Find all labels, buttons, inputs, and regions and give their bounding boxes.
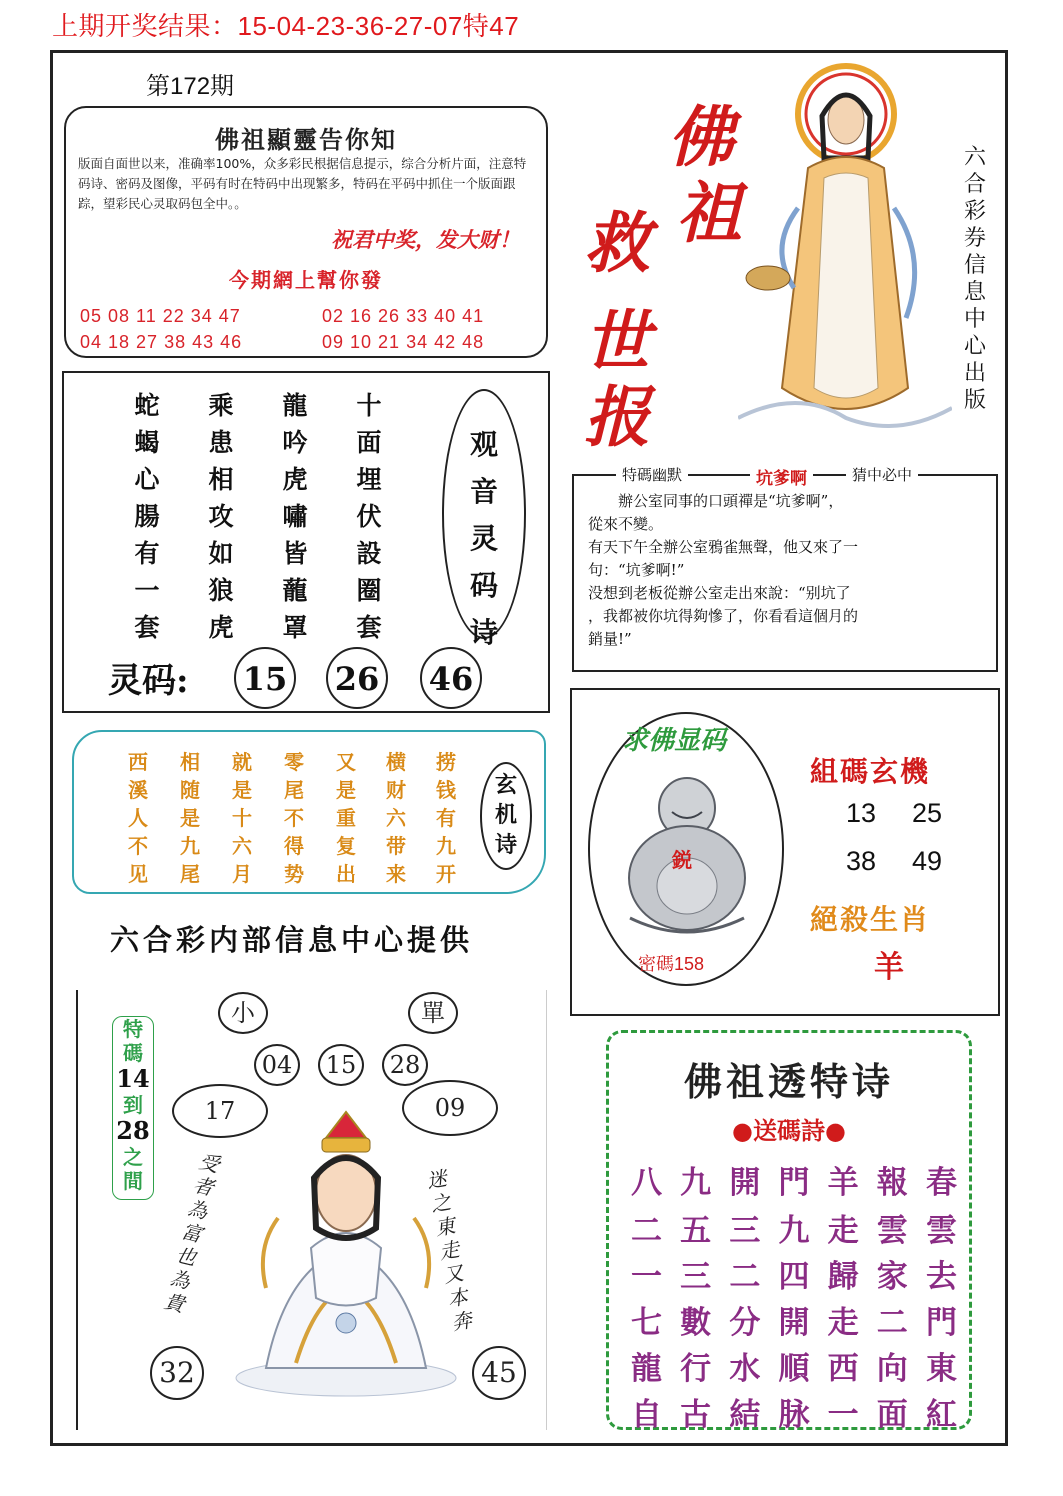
- tete-char: 雲: [925, 1213, 957, 1249]
- poem-char: 伏: [356, 502, 382, 531]
- poem-char: 面: [356, 428, 382, 457]
- number-row: 02 16 26 33 40 41: [322, 306, 485, 326]
- tete-char: 順: [778, 1351, 810, 1387]
- poem-char: 一: [134, 576, 160, 605]
- publisher-char: 信: [963, 253, 986, 278]
- notice-body: 版面自面世以来，准确率100%，众多彩民根据信息提示，综合分析片面，注意特码诗、密码及图像，平码有时在特码中出现繁多，特码在平码中抓住一个版面跟踪，望彩民心灵取码包全中。。: [78, 156, 527, 211]
- joke-line: ，我都被你坑得夠慘了，你看看這個月的: [588, 607, 859, 625]
- zuma-number: 49: [912, 846, 943, 876]
- tete-row: [631, 1251, 957, 1296]
- number-bubble: 09: [402, 1080, 498, 1136]
- joke-title: 坑爹啊: [750, 464, 813, 489]
- guanyin-title-oval: [442, 389, 526, 649]
- joke-line: 有天下午全辦公室鴉雀無聲，他又來了一: [588, 538, 859, 556]
- tete-char: 三: [729, 1213, 761, 1249]
- tete-char: 古: [680, 1397, 712, 1433]
- special-range: [112, 1016, 154, 1200]
- xuanji-column: [274, 748, 314, 888]
- tete-char: 紅: [925, 1397, 957, 1433]
- guanyin-poem-box: [62, 371, 550, 713]
- poem-column: [344, 387, 394, 646]
- title-char: 音: [469, 475, 498, 508]
- xuanji-char: 横: [386, 750, 406, 774]
- tete-char: 向: [876, 1351, 908, 1387]
- poem-char: 嘯: [282, 502, 308, 531]
- joke-label: 特碼幽默: [616, 464, 688, 485]
- xuanji-char: 来: [386, 862, 406, 886]
- poem-char: 患: [208, 428, 234, 457]
- xuanji-char: 零: [284, 750, 304, 774]
- xuanji-char: 捞: [436, 750, 456, 774]
- tete-char: 開: [778, 1305, 810, 1341]
- jueshao-title: 絕殺生肖: [810, 903, 931, 936]
- tete-char: 走: [827, 1305, 859, 1341]
- xuanji-char: 又: [336, 750, 356, 774]
- tete-char: 二: [729, 1259, 761, 1295]
- tete-char: 分: [729, 1305, 761, 1341]
- poem-char: 攻: [208, 502, 234, 531]
- poem-char: 乘: [208, 391, 234, 420]
- joke-line: 銷量!”: [588, 630, 632, 648]
- xuanji-char: 六: [386, 806, 406, 830]
- title-char: 灵: [469, 522, 498, 555]
- tete-char: 春: [925, 1165, 957, 1201]
- buddha-oval: [588, 712, 784, 986]
- xuanji-column: [426, 748, 466, 888]
- xuanji-char: 十: [232, 806, 252, 830]
- xuanji-char: 月: [232, 862, 252, 886]
- tete-row: [631, 1157, 957, 1202]
- range-char: 碼: [123, 1041, 143, 1065]
- publisher-char: 出: [963, 361, 986, 386]
- poem-char: 設: [356, 539, 382, 568]
- title-char-jiu: 救: [584, 204, 650, 282]
- title-char-fo: 佛: [668, 98, 734, 176]
- xuanji-column: [222, 748, 262, 888]
- tete-char: 行: [680, 1351, 712, 1387]
- publisher-char: 六: [963, 145, 986, 170]
- tete-row: [631, 1343, 957, 1388]
- tete-char: 五: [680, 1213, 712, 1249]
- number-bubble: 32: [150, 1346, 204, 1400]
- xuanji-char: 钱: [436, 778, 456, 802]
- publisher-vertical: [960, 144, 990, 414]
- range-char: 到: [123, 1093, 143, 1117]
- publisher-char: 合: [963, 172, 986, 197]
- jueshao-zodiac: 羊: [874, 950, 904, 985]
- title-char-bao: 报: [584, 378, 650, 456]
- title-char: 机: [494, 802, 517, 828]
- poem-char: 心: [134, 465, 160, 494]
- poem-char: 套: [134, 613, 160, 642]
- range-number: 28: [116, 1116, 150, 1145]
- xuanji-char: 财: [386, 778, 406, 802]
- tete-char: 家: [876, 1259, 908, 1295]
- title-char-shi: 世: [584, 302, 650, 380]
- number-bubble: 04: [254, 1044, 300, 1086]
- title-char: 观: [469, 428, 498, 461]
- tete-char: 結: [729, 1397, 761, 1433]
- tete-char: 去: [925, 1259, 957, 1295]
- xuanji-column: [376, 748, 416, 888]
- publisher-char: 中: [963, 307, 986, 332]
- zuma-number: 25: [912, 798, 943, 828]
- xuanji-title-oval: [480, 762, 532, 870]
- poem-char: 十: [356, 391, 382, 420]
- title-char: 诗: [469, 616, 498, 649]
- xuanji-char: 六: [232, 834, 252, 858]
- poem-char: 埋: [356, 465, 382, 494]
- poem-char: 皆: [282, 539, 308, 568]
- zuma-number: 38: [846, 846, 877, 876]
- xuanji-char: 相: [180, 750, 200, 774]
- poem-char: 蝎: [134, 428, 160, 457]
- xuanji-char: 见: [128, 862, 148, 886]
- poem-char: 龍: [282, 391, 308, 420]
- tete-char: 一: [631, 1259, 662, 1295]
- tete-char: 門: [778, 1165, 810, 1201]
- poem-char: 虎: [208, 613, 234, 642]
- guanyin-seated-illustration: [226, 1098, 466, 1398]
- xuanji-char: 得: [284, 834, 304, 858]
- publisher-char: 息: [963, 280, 986, 305]
- tete-char: 東: [925, 1351, 957, 1387]
- number-row: 05 08 11 22 34 47: [80, 306, 241, 326]
- mima-label: 密碼158: [638, 954, 705, 974]
- tete-char: 數: [680, 1305, 712, 1341]
- poem-char: 虎: [282, 465, 308, 494]
- poem-char: 相: [208, 465, 234, 494]
- publisher-char: 版: [963, 388, 986, 413]
- tete-poem-box: [606, 1030, 972, 1433]
- tete-row: [631, 1297, 957, 1342]
- xuanji-column: [118, 748, 158, 888]
- poem-char: 圈: [356, 576, 382, 605]
- joke-line: 没想到老板從辦公室走出來說：“别坑了: [588, 584, 851, 602]
- tete-char: 九: [778, 1213, 810, 1249]
- poem-char: 蛇: [134, 391, 160, 420]
- zuma-title: 組碼玄機: [810, 755, 931, 788]
- tete-char: 面: [876, 1397, 908, 1433]
- xuanji-char: 西: [128, 750, 148, 774]
- tete-char: 自: [631, 1397, 662, 1433]
- xuanji-char: 出: [336, 862, 356, 886]
- provider-text: 六合彩内部信息中心提供: [110, 923, 474, 957]
- xuanji-char: 不: [128, 834, 148, 858]
- xuanji-title: [482, 770, 530, 860]
- qiu-fo-label: 求佛显码: [622, 726, 727, 756]
- lingma-number: 15: [234, 647, 296, 709]
- tete-char: 門: [925, 1305, 957, 1341]
- buddha-center-char: 鋭: [672, 848, 692, 872]
- xuanji-char: 有: [436, 806, 456, 830]
- tete-char: 八: [631, 1165, 662, 1201]
- title-char-zu: 祖: [676, 174, 742, 252]
- tete-char: 九: [680, 1165, 712, 1201]
- xuanji-char: 溪: [128, 778, 148, 802]
- tete-char: 西: [827, 1351, 859, 1387]
- notice-wish: 祝君中奖，发大财！: [331, 228, 520, 252]
- last-draw-result: 上期开奖结果：15-04-23-36-27-07特47: [52, 11, 520, 41]
- poem-char: 有: [134, 539, 160, 568]
- poem-char: 罩: [282, 613, 308, 642]
- range-char: 之: [123, 1145, 143, 1169]
- zuma-number: 13: [846, 798, 877, 828]
- xuanji-char: 是: [336, 778, 356, 802]
- joke-line: 從來不變。: [588, 515, 664, 533]
- poem-column: [270, 387, 320, 646]
- xuanji-char: 不: [284, 806, 304, 830]
- xuanji-char: 开: [436, 862, 456, 886]
- xuanji-char: 九: [180, 834, 200, 858]
- left-verse: 受者為富也為貴: [158, 1149, 222, 1319]
- tete-char: 水: [729, 1351, 761, 1387]
- range-char: 間: [123, 1169, 143, 1193]
- lingma-number: 46: [420, 647, 482, 709]
- poem-column: [122, 387, 172, 646]
- number-bubble: 15: [318, 1044, 364, 1086]
- tete-char: 龍: [631, 1351, 662, 1387]
- lingma-number: 26: [326, 647, 388, 709]
- xuanji-char: 人: [128, 806, 148, 830]
- buddha-box: [570, 688, 1000, 1016]
- xuanji-char: 势: [284, 862, 304, 886]
- xuanji-char: 复: [336, 834, 356, 858]
- xuanji-char: 带: [386, 834, 406, 858]
- notice-box: [64, 106, 548, 358]
- tete-char: 開: [729, 1165, 761, 1201]
- tete-char: 二: [876, 1305, 908, 1341]
- poem-char: 如: [208, 539, 234, 568]
- publisher-char: 券: [963, 226, 986, 251]
- poem-char: 蘢: [282, 576, 308, 605]
- publisher-char: 心: [963, 334, 986, 359]
- xuanji-char: 是: [232, 778, 252, 802]
- tete-title: 佛祖透特诗: [683, 1059, 894, 1104]
- xuanji-char: 随: [180, 778, 200, 802]
- xuanji-char: 尾: [180, 862, 200, 886]
- single-bubble: 單: [408, 992, 458, 1034]
- right-verse: 迷之東走又本奔: [421, 1167, 475, 1337]
- joke-line: 句：“坑爹啊!”: [588, 561, 685, 579]
- poem-column: [196, 387, 246, 646]
- range-number: 14: [116, 1064, 150, 1093]
- guanyin-poem-title: [444, 421, 524, 656]
- title-char: 玄: [494, 772, 517, 798]
- xuanji-char: 是: [180, 806, 200, 830]
- joke-box: [572, 466, 998, 672]
- number-bubble: 17: [172, 1084, 268, 1138]
- tete-char: 四: [778, 1259, 810, 1295]
- tete-char: 歸: [827, 1259, 859, 1295]
- joke-tagline: 猜中必中: [846, 464, 918, 485]
- tete-subtitle: ●送碼詩●: [732, 1116, 846, 1145]
- number-bubble: 45: [472, 1346, 526, 1400]
- notice-title: 佛祖顯靈告你知: [215, 125, 397, 154]
- number-row: 09 10 21 34 42 48: [322, 332, 485, 352]
- xuanji-column: [170, 748, 210, 888]
- xuanji-char: 就: [232, 750, 252, 774]
- tete-char: 走: [827, 1213, 859, 1249]
- title-char: 码: [469, 569, 498, 602]
- guanyin-standing-illustration: [738, 58, 952, 440]
- tete-row: [631, 1205, 957, 1250]
- xuanji-column: [326, 748, 366, 888]
- poem-char: 狼: [208, 576, 234, 605]
- tete-char: 羊: [827, 1165, 859, 1201]
- joke-line: 辦公室同事的口頭禪是“坑爹啊”，: [588, 492, 844, 510]
- issue-number: 第172期: [146, 73, 235, 100]
- range-char: 特: [123, 1017, 143, 1041]
- tete-char: 一: [827, 1397, 859, 1433]
- poem-char: 腸: [134, 502, 160, 531]
- tete-char: 三: [680, 1259, 712, 1295]
- tete-char: 七: [631, 1305, 662, 1341]
- xuanji-char: 尾: [284, 778, 304, 802]
- number-row: 04 18 27 38 43 46: [80, 332, 243, 352]
- xuanji-char: 重: [336, 806, 356, 830]
- publisher-char: 彩: [963, 199, 986, 224]
- poem-char: 吟: [282, 428, 308, 457]
- lingma-label: 灵码:: [108, 661, 189, 701]
- notice-subtitle: 今期網上幫你發: [229, 268, 383, 292]
- xuanji-poem-box: [72, 730, 546, 894]
- poem-char: 套: [356, 613, 382, 642]
- number-bubble: 28: [382, 1044, 428, 1086]
- title-char: 诗: [494, 832, 517, 858]
- tete-char: 雲: [876, 1213, 908, 1249]
- joke-body: [588, 490, 988, 651]
- xuanji-char: 九: [436, 834, 456, 858]
- tete-char: 脉: [778, 1397, 810, 1433]
- tete-char: 二: [631, 1213, 662, 1249]
- tete-char: 報: [876, 1165, 908, 1201]
- small-bubble: 小: [218, 992, 268, 1034]
- tete-row: [631, 1389, 957, 1434]
